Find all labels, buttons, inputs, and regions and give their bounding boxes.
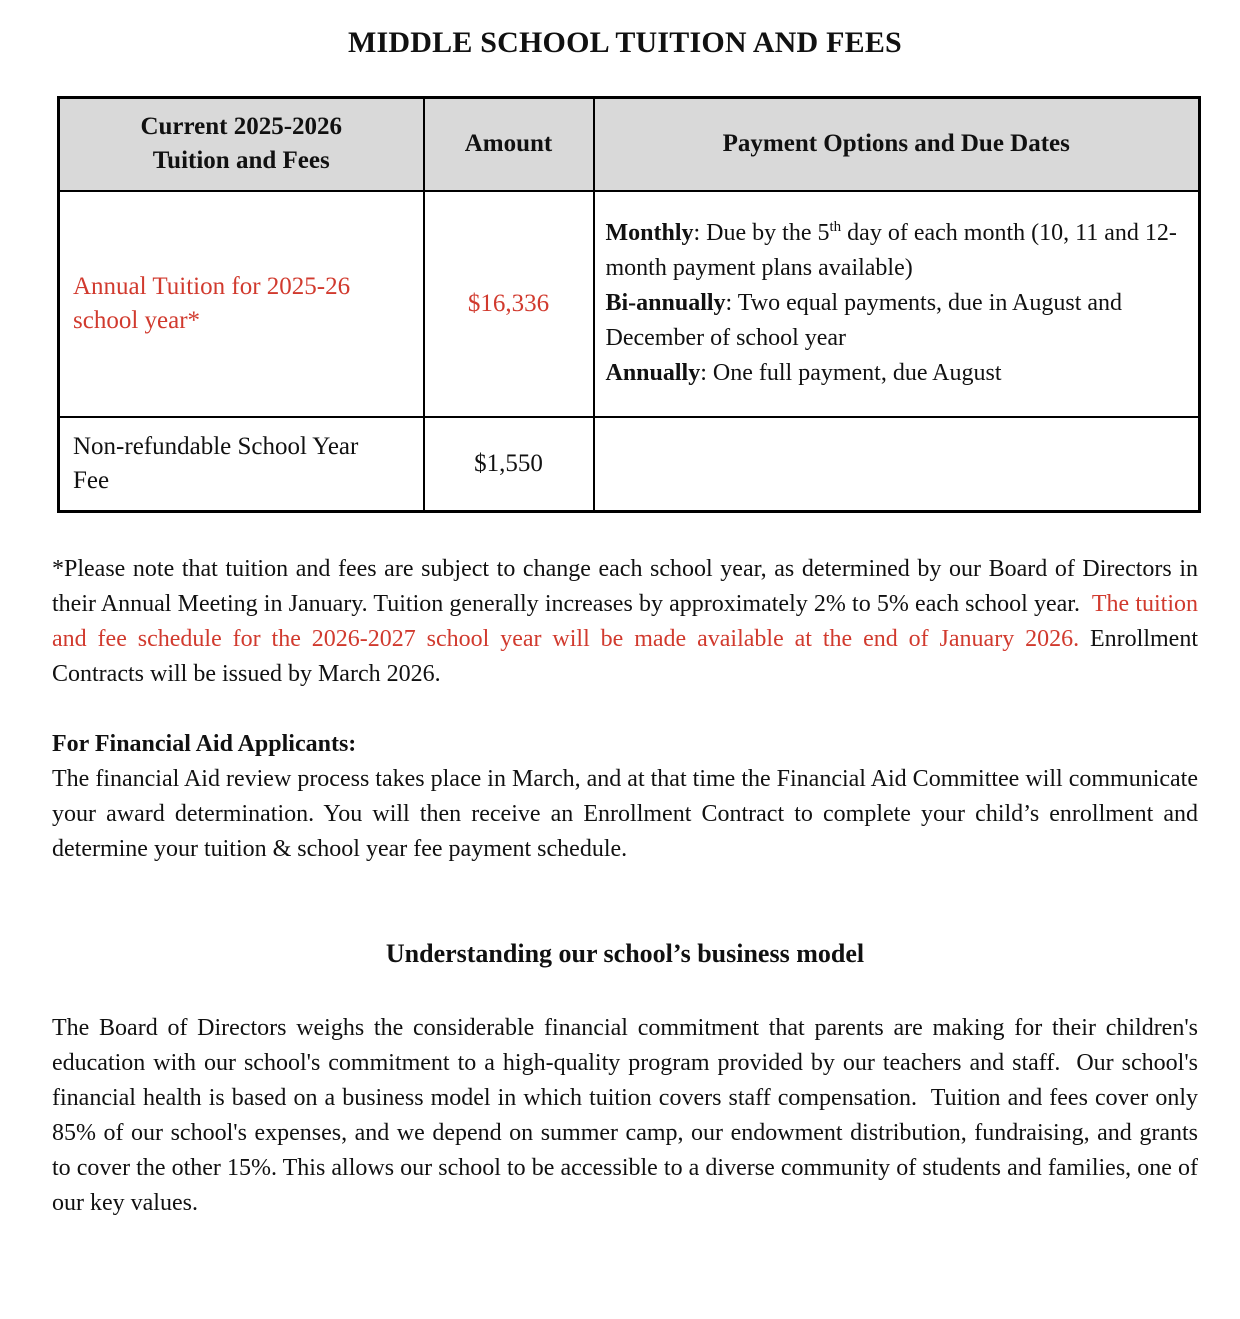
- note-text-1: *Please note that tuition and fees are subject to change each school year, as determined by our Board of Directors in their Annual Meeting in January. Tuition generally increases by approximately 2% to 5% each school year.: [52, 556, 1198, 617]
- table-row-annual-tuition: [59, 191, 1200, 417]
- payment-option-monthly-label: Monthly: [605, 220, 694, 246]
- school-year-fee-label: Non-refundable School Year Fee: [59, 417, 424, 512]
- table-row-school-year-fee: [59, 417, 1200, 512]
- payment-options-cell: [594, 191, 1200, 417]
- payment-option-annually: [606, 356, 1189, 391]
- payment-option-biannually-text: : Two equal payments, due in August and December of school year: [605, 290, 1123, 351]
- annual-tuition-amount: $16,336: [424, 191, 594, 417]
- payment-option-monthly-text-post: day of each month (10, 11 and 12-month payment plans available): [605, 220, 1177, 281]
- payment-option-biannually-label: Bi-annually: [605, 290, 726, 316]
- table-header-row: [59, 98, 1200, 191]
- tuition-change-note: [52, 552, 1198, 692]
- note-text-red: The tuition and fee schedule for the 2026-2027 school year will be made available at the end of January 2026.: [52, 591, 1199, 652]
- empty-payment-cell: [594, 417, 1200, 512]
- financial-aid-body: The financial Aid review process takes place in March, and at that time the Financial Aid Committee will communicate your award determination. You will then receive an Enrollment Contract to complete your child’s enrollment and determine your tuition & school year fee payment schedule.: [52, 766, 1198, 862]
- header-amount: Amount: [424, 98, 594, 191]
- page-title: MIDDLE SCHOOL TUITION AND FEES: [348, 26, 902, 59]
- financial-aid-section: [52, 727, 1198, 867]
- payment-option-annually-label: Annually: [605, 360, 701, 386]
- payment-option-monthly: [606, 216, 1189, 286]
- financial-aid-heading: For Financial Aid Applicants:: [52, 731, 357, 757]
- payment-option-annually-text: : One full payment, due August: [700, 360, 1002, 386]
- business-model-heading: Understanding our school’s business model: [385, 939, 865, 968]
- tuition-fees-table: [57, 96, 1201, 513]
- business-model-body: The Board of Directors weighs the considerable financial commitment that parents are making for their children's education with our school's commitment to a high-quality program provided by our teachers and staff. Our school's financial health is based on a business model in which tuition covers staff compensation. Tuition and fees cover only 85% of our school's expenses, and we depend on summer camp, our endowment distribution, fundraising, and grants to cover the other 15%. This allows our school to be accessible to a diverse community of students and families, one of our key values.: [52, 1015, 1198, 1216]
- payment-option-biannually: [606, 286, 1189, 356]
- header-tuition-and-fees: Current 2025-2026 Tuition and Fees: [59, 98, 424, 191]
- note-text-2: Enrollment Contracts will be issued by March 2026.: [52, 626, 1198, 687]
- ordinal-superscript: th: [829, 219, 842, 235]
- payment-option-monthly-text-pre: : Due by the 5: [693, 220, 830, 246]
- school-year-fee-amount: $1,550: [424, 417, 594, 512]
- header-payment-options: Payment Options and Due Dates: [594, 98, 1200, 191]
- annual-tuition-label: Annual Tuition for 2025-26 school year*: [59, 191, 424, 417]
- document-page: [52, 0, 1198, 1221]
